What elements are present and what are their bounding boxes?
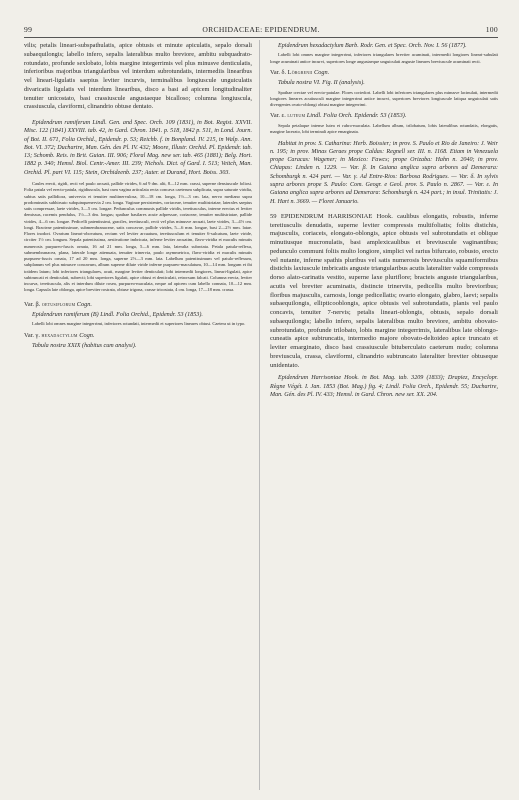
variety-beta-description: Labelli lobi omnes margine integerrimi, inferiores rotundati, intermedii et superiores lineares obtusi. Caetera ut in typo. <box>32 321 246 327</box>
variety-delta-plate-reference: Tabula nostra VI. Fig. II (analysis). <box>278 80 365 87</box>
column-divider <box>259 40 260 790</box>
continued-description: vilis; petalis lineari-subspathulatis, apice obtusis et minute apiculatis, sepalo dorsali subaequilongis; labello infero, sepalis lateralibus multo breviore, ambitu subquadrato-rotundato, profunde sexlobato, lobis margine integerrimis vel plus minusve denticulatis, inferioribus majoribus triangularibus vel interdum subrotundatis, intermediis linearibus vel lineari-ligulatis saepius leviter incurvis, terminalibus longiuscule unguiculatis divaricatis ligulatis vel interdum linearibus, disco a basi ad apicem longitudinaliter tenuiter unicostato, basi crassiuscule angustaeque bicalloso; columna longiuscula, crassiuscula, claviformi, clinandrio obtuse dentato. <box>24 42 252 111</box>
variety-beta-synonymy: Epidendrum ramiferum (B) Lindl. Folia Orchid., Epidendr. 53 (1853). <box>32 312 203 319</box>
synonymy-paragraph: Epidendrum ramiferum Lindl. Gen. and Spec. Orch. 109 (1831), in Bot. Regist. XXVII. Misc. 122 (1841) XXVIII. tab. 42, in Gard. Chron. 1841. p. 518, 1842 p. 511, in Lond. Journ. of Bot. II. 671, Folia Orchid., Epidendr. p. 53; Reichb. f. in Bonpland. IV. 215, in Walp. Ann. Bot. VI. 372; Duchartre, Man. Gén. des Pl. IV. 432; Moore, Illustr. Orchid. Pl. Epidendr. tab. 13; Schomb. Reis. in Brit. Guian. III. 906; Floral Mag. new ser. tab. 465 (1881); Belg. Hort. 1882 p. 340; Hemsl. Biol. Centr.-Amer. III. 239; Nichols. Dict. of Gard. I. 513; Veitch, Man. Orchid. Pl. part VI. 115; Stein, Orchideenb. 237; Auter. et Durand, Hort. Boiss. 303. <box>24 120 252 176</box>
page-number-right: 100 <box>485 25 498 34</box>
detailed-description: Caules erecti, rigidi, recti vel paulo arcuati, pallide virides, 6 ad 9 dm. alti, 8—12 mm. crassi, superne densiuscule foliosi. Folia patula vel erecto-patula, rigidiuscula, basi cum vagina articulata recta concava caeterum subplicata, supra saturate viridia, subtus satis pallidiora, univervia et tenuiter multinervulosa, 10—18 cm. longa, 1½—3 cm. lata, nervo mediano supra prodominatis subhirsuto subquinquenervia 2 cm. longa. Vaginae persistentes, coriaceae, tenuiter multistriatae, laterales saepius satis compressae, laete virides, 3—5 cm. longae. Pedunculus communis pallide viridis, teretiusculus, interne erectus et leviter demissus, racemis pendulus, 1½—3 dm. longus; spathae basilares acute adpressae, coriaceae, tenuiter multistriatae, pallide virides, 4—6 cm. longae. Pedicelli patentissimi, graciles, teretiusculi, recti vel plus minusve arcuati, laete virides, 3—4½ cm. longi. Bracteae patentissimae, submembranaceae, satis concavae, pallide virides, 5—6 mm. longae, basi 2—2½ mm. latae. Flores inodori. Ovarium lineari-obovatum, rectum vel leviter arcuatum, teretiusculum et tenuiter 6-sulcatum, laete viride, circiter 1½ cm. longum. Sepala patentissima, aestivatione imbricata, inferne leviter arcuatim, flavo-viridia et maculis minutis numerosis purpureo-fuscis ornata, 16 ad 21 mm. longa, 5—6 mm. lata, lateralia subrotata. Petala patula-reflexa, submembranacea, plana, laterale longe attenuata, tenuiter trinervia, paulo asymmetrica, flavo-viridia et maculis minutis purpureo-fuscis ornata, 17 ad 20 mm. longa, superne 2½—3 mm. lata. Labellum patentissimum vel patulo-reflexum, subplanum vel plus minusve concavum, album superne dilute viride inferne purpureo-maculatum, 10—14 mm. longum et ibi totidem latum; lobi inferiores triangulares, acuti, margine leviter denticulati; lobi intermedii longiores, lineari-ligulati, apice subtruncati et denticulati, subrecti; lobi superiores ligulati, apice obtusi et denticulati, retrorsum falcati. Columna erecta, leviter incurva, teretiuscula, alis et interdum dilute rosea, purpureo-maculata, neque ad apicem cum labello connata, 10—12 mm. longa. Capsula late oblonga, apice breviter rostrata, obtuse trigona, crasse tricostata, 4 cm. longa, 17—18 mm. crassa. <box>24 181 252 293</box>
running-header <box>24 23 498 37</box>
variety-gamma-heading: Var. γ. hexadactylum Cogn. <box>24 331 95 339</box>
species-59-entry <box>270 213 498 371</box>
page-number-left: 99 <box>24 25 33 34</box>
variety-epsilon-heading: Var. ε. luteum Lindl. Folia Orch. Epidendr. 53 (1853). <box>270 112 407 120</box>
left-column <box>24 42 252 351</box>
right-column <box>270 42 498 399</box>
variety-beta-heading: Var. β. oetusiflorum Cogn. <box>24 300 93 308</box>
variety-delta-description: Spathae crectae vel erecto-patulae. Flores coriedori. Labelli lobi inferiores triangulares plus minusve lacinulati, intermedii longiores lineares acutiusculi margine integerrimi antice incurvi, superiores breviores longiuscule latiqua unguiculati satis divergentes ovato-oblongi obtusi margine integerrimi. <box>270 89 498 108</box>
running-title: ORCHIDACEAE: EPIDENDRUM. <box>202 25 320 34</box>
hexadactylum-synonymy: Epidendrum hexadactylum Barb. Rodr. Gen. et Spec. Orch. Nov. I. 56 (1877). <box>278 43 467 49</box>
habitat-paragraph: Habitat in prov. S. Catharina: Herb. Boissier; in prov. S. Paulo et Rio de Janeiro: J. Weir n. 195; in prov. Minas Geraes prope Caldas: Regnell ser. III. n. 1168. Etiam in Venezuela prope Caracas: Wagener; in Mexico: Fawcs; prope Orizaba: Hahn n. 2040; in prov. Chiapas: Linden n. 1229. — Var. β. In Guiana anglica supra arbores ad Demerara: Schomburgk n. 424 part. — Var. γ. Ad Entre-Rios: Barbosa Rodrigues. — Var. δ. In sylvis supra arbores prope S. Paulo: Com. Geogr. e Geol. prov. S. Paulo n. 2867. — Var. ε. In Guiana anglica supra arbores ad Demerara: Schomburgk n. 424 part.; in insul. Trinitatis: J. H. Hart n. 3669. — Floret Januario. <box>270 140 498 205</box>
hexadactylum-description: Labelli lobi omnes margine integerrimi, inferiores triangulares breviter acuminati, intermedii longiores lineari-subulati longe acuminati antice incurvi, superiores longe angustaeque unguiculati anguste lineares breviuscule acuminati recti. <box>270 52 498 64</box>
variety-epsilon-description: Sepala petalaque intense lutea et rubro-maculata. Labellum album, trilobatum, lobis lateralibus rotundatis, elongatis, margine lacerato, lobi terminali apice emarginata. <box>270 123 498 135</box>
variety-gamma-plate-reference: Tabula nostra XXIX (habitus cum analysi). <box>32 343 137 350</box>
species-59-diagnosis: caulibus elongatis, robustis, inferne teretiusculis denudatis, superne leviter compressis multifoliatis; foliis distichis, majusculis, coriaceis, elongato-oblongis, apice obtusis vel subrotundatis et oblique minutiusque mucronulatis, basi amplexicaulibus et breviuscule vaginantibus; pedunculo communi foliis multo longiore, simplici vel rarius bifurcato, robusto, erecto vel nutante, inferne spathis pluribus vel satis numerosis breviusculis squamiformibus distichis laxiuscule imbricatis anguste triangularibus acutis lateraliter valde compressis dorso alato-carinatis vestito, superne laxe pluriflore; bracteis anguste triangularibus, acutis vel breviter acuminatis, distincte trinerviis, pedicellis multo brevioribus; floribus majusculis, carnosis, longe pedicellatis; ovario elongato, glabro, laevi; sepalis subaequilongis, ellipticooblongis, apice obtusis vel subrotundatis, planis vel paulo concavis, tenuiter 7-nervis; petalis lineari-oblongis, obtusis, sepalo dorsali subaequilongis; labello infero, sepalis lateralibus multo breviore, ambitu obovato-subrotundato, profunde trilobato, lobis margine integerrimis, lateralibus late oblongo-cuneatis apice subtruncatis, intermedio majore obovato-deltoideo apice truncato et leviter emarginato, disco basi crassiuscule bituberculato caeterum nudo; columna breviuscula, crassa, claviformi, clinandrio subtruncato lateraliter breviter obtuseque unidentato. <box>270 212 498 369</box>
species-59-synonymy: Epidendrum Harrisoniae Hook. in Bot. Mag. tab. 3209 (1833); Drapiez, Encyclopr. Règne Végét. I. Jan. 1853 (Bot. Mag.) fig. 4; Lindl. Folia Orch., Epidendr. 55; Duchartre, Man. Gén. des Pl. IV. 433; Hemsl. in Gard. Chron. new ser. XX. 204. <box>270 375 498 398</box>
variety-delta-heading: Var. δ. Lörgrenii Cogn. <box>270 68 330 76</box>
header-rule <box>24 37 498 38</box>
species-59-heading: 59 EPIDENDRUM HARRISONIAE Hook. <box>270 212 393 220</box>
